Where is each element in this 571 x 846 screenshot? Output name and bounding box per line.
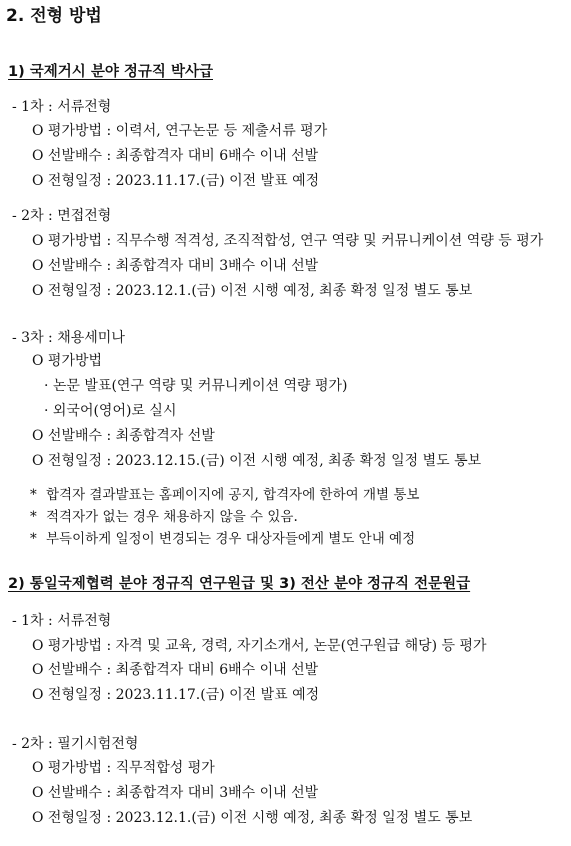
stage-item: O 선발배수 : 최종합격자 대비 6배수 이내 선발 [32,148,319,164]
stage-item: O 선발배수 : 최종합격자 대비 6배수 이내 선발 [32,662,319,678]
stage-item: O 평가방법 : 이력서, 연구논문 등 제출서류 평가 [32,123,328,139]
note-text: 합격자 결과발표는 홈페이지에 공지, 합격자에 한하여 개별 통보 [46,487,420,503]
page-title: 2. 전형 방법 [6,6,102,26]
stage-label: - 1차 : 서류전형 [12,613,112,629]
stage-subitem: · 논문 발표(연구 역량 및 커뮤니케이션 역량 평가) [44,378,348,394]
stage-item: O 선발배수 : 최종합격자 대비 3배수 이내 선발 [32,785,319,801]
stage-item: O 평가방법 : 직무수행 적격성, 조직적합성, 연구 역량 및 커뮤니케이션 역량 등 평가 [32,233,544,249]
stage-item: O 선발배수 : 최종합격자 선발 [32,428,215,444]
note-text: 부득이하게 일정이 변경되는 경우 대상자들에게 별도 안내 예정 [46,531,416,547]
note-item [30,530,415,548]
section-heading: 2) 통일국제협력 분야 정규직 연구원급 및 3) 전산 분야 정규직 전문원급 [8,576,471,592]
stage-item: O 선발배수 : 최종합격자 대비 3배수 이내 선발 [32,258,319,274]
stage-item: O 전형일정 : 2023.11.17.(금) 이전 발표 예정 [32,687,320,703]
stage-subitem: · 외국어(영어)로 실시 [44,403,177,419]
note-mark: * [30,509,37,525]
stage-item: O 평가방법 : 직무적합성 평가 [32,760,215,776]
note-text: 적격자가 없는 경우 채용하지 않을 수 있음. [46,509,298,525]
stage-item: O 전형일정 : 2023.12.15.(금) 이전 시행 예정, 최종 확정 일정 별도 통보 [32,453,482,469]
stage-item: O 평가방법 : 자격 및 교육, 경력, 자기소개서, 논문(연구원급 해당) 등 평가 [32,638,487,654]
stage-label: - 1차 : 서류전형 [12,99,112,115]
stage-item: O 전형일정 : 2023.11.17.(금) 이전 발표 예정 [32,173,320,189]
note-item [30,486,419,504]
note-mark: * [30,487,37,503]
section-heading: 1) 국제거시 분야 정규직 박사급 [8,64,213,80]
note-item [30,508,298,526]
stage-item: O 전형일정 : 2023.12.1.(금) 이전 시행 예정, 최종 확정 일정 별도 통보 [32,810,473,826]
stage-item: O 전형일정 : 2023.12.1.(금) 이전 시행 예정, 최종 확정 일정 별도 통보 [32,283,473,299]
stage-item: O 평가방법 [32,353,103,369]
stage-label: - 2차 : 면접전형 [12,208,112,224]
stage-label: - 2차 : 필기시험전형 [12,736,139,752]
note-mark: * [30,531,37,547]
stage-label: - 3차 : 채용세미나 [12,330,125,346]
